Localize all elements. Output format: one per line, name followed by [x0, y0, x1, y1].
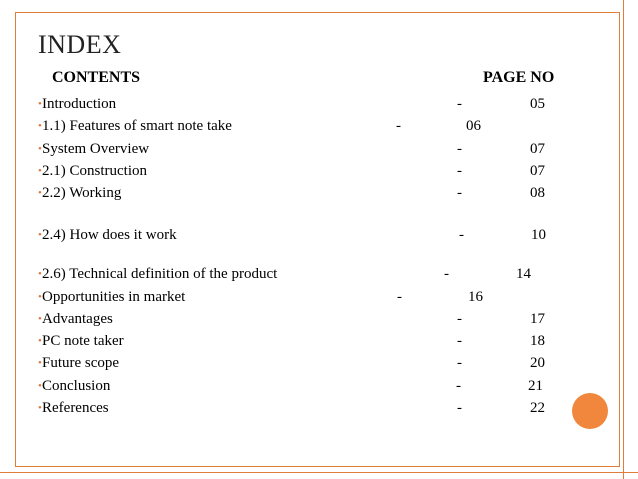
row-dash: -: [457, 163, 462, 179]
page-no-header: PAGE NO: [483, 69, 555, 86]
row-page: 07: [530, 141, 545, 157]
row-page: 20: [530, 355, 545, 371]
row-label: 1.1) Features of smart note take: [42, 118, 232, 134]
bullet-icon: •: [38, 402, 42, 414]
row-dash: -: [457, 355, 462, 371]
row-page: 07: [530, 163, 545, 179]
bullet-icon: •: [38, 291, 42, 303]
row-dash: -: [457, 96, 462, 112]
row-dash: -: [397, 289, 402, 305]
row-page: 17: [530, 311, 545, 327]
bullet-icon: •: [38, 335, 42, 347]
row-dash: -: [457, 185, 462, 201]
row-page: 08: [530, 185, 545, 201]
row-label: PC note taker: [42, 333, 124, 349]
page-title: INDEX: [38, 30, 122, 59]
bullet-icon: •: [38, 98, 42, 110]
row-dash: -: [456, 378, 461, 394]
row-page: 16: [468, 289, 483, 305]
row-label: 2.6) Technical definition of the product: [42, 266, 278, 282]
row-dash: -: [459, 227, 464, 243]
bullet-icon: •: [38, 268, 42, 280]
bullet-icon: •: [38, 165, 42, 177]
bullet-icon: •: [38, 143, 42, 155]
row-label: Advantages: [42, 311, 113, 327]
bullet-icon: •: [38, 229, 42, 241]
row-label: Introduction: [42, 96, 117, 112]
row-page: 05: [530, 96, 545, 112]
bullet-icon: •: [38, 357, 42, 369]
row-dash: -: [457, 333, 462, 349]
row-page: 21: [528, 378, 543, 394]
bullet-icon: •: [38, 187, 42, 199]
bullet-icon: •: [38, 313, 42, 325]
row-page: 14: [516, 266, 531, 282]
row-label: System Overview: [42, 141, 150, 157]
row-dash: -: [457, 400, 462, 416]
row-label: 2.2) Working: [42, 185, 122, 201]
row-label: Future scope: [42, 355, 120, 371]
contents-header: CONTENTS: [52, 69, 141, 86]
row-page: 18: [530, 333, 545, 349]
row-label: Conclusion: [42, 378, 111, 394]
row-dash: -: [396, 118, 401, 134]
bottom-accent-line: [0, 472, 638, 473]
bullet-icon: •: [38, 380, 42, 392]
row-dash: -: [457, 141, 462, 157]
row-label: Opportunities in market: [42, 289, 186, 305]
right-accent-line: [623, 0, 624, 479]
row-page: 22: [530, 400, 545, 416]
orange-circle-decoration: [572, 393, 608, 429]
row-label: 2.4) How does it work: [42, 227, 177, 243]
row-label: References: [42, 400, 109, 416]
bullet-icon: •: [38, 120, 42, 132]
row-label: 2.1) Construction: [42, 163, 147, 179]
row-dash: -: [457, 311, 462, 327]
row-page: 10: [531, 227, 546, 243]
row-page: 06: [466, 118, 481, 134]
row-dash: -: [444, 266, 449, 282]
